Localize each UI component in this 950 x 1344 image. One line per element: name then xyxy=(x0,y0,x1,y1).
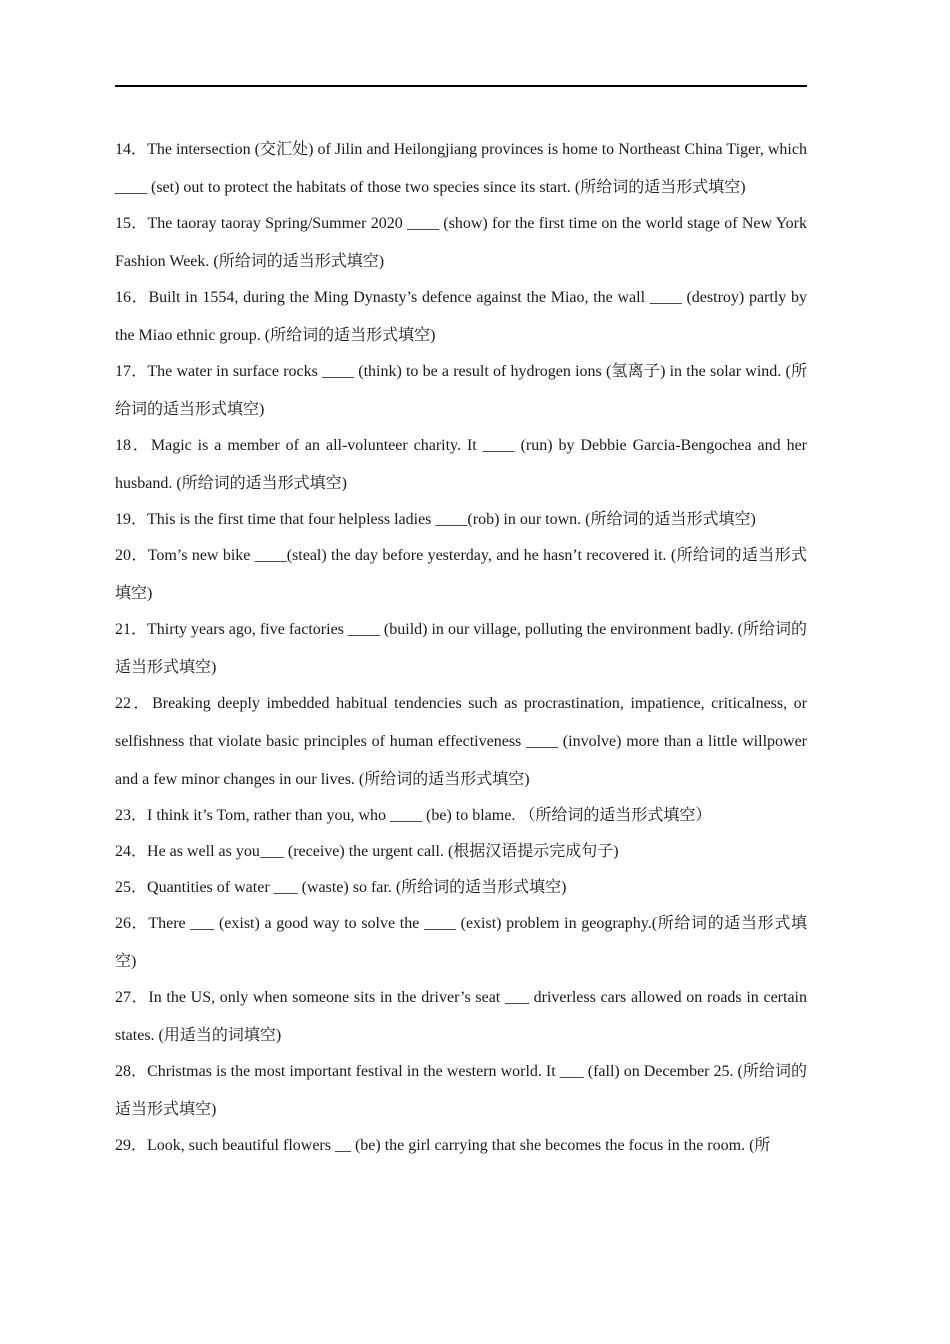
question-number: 15． xyxy=(115,215,148,232)
question-number: 29． xyxy=(115,1137,148,1154)
question-15 xyxy=(115,205,807,281)
question-text: Thirty years ago, five factories ____ (build) in our village, polluting the environment badly. (所给词的适当形式填空) xyxy=(115,621,807,676)
question-text: Magic is a member of an all-volunteer charity. It ____ (run) by Debbie Garcia-Bengochea and her husband. (所给词的适当形式填空) xyxy=(115,437,807,492)
question-number: 25． xyxy=(115,879,148,896)
question-19 xyxy=(115,501,807,539)
header-rule xyxy=(115,85,807,87)
question-17 xyxy=(115,353,807,429)
question-number: 24． xyxy=(115,843,148,860)
question-text: In the US, only when someone sits in the driver’s seat ___ driverless cars allowed on roads in certain states. (用适当的词填空) xyxy=(115,989,807,1044)
question-28 xyxy=(115,1053,807,1129)
question-text: This is the first time that four helpless ladies ____(rob) in our town. (所给词的适当形式填空) xyxy=(147,511,756,528)
question-text: The water in surface rocks ____ (think) to be a result of hydrogen ions (氢离子) in the solar wind. (所给词的适当形式填空) xyxy=(115,363,807,418)
question-number: 18． xyxy=(115,437,151,454)
question-text: Quantities of water ___ (waste) so far. (所给词的适当形式填空) xyxy=(147,879,567,896)
question-24 xyxy=(115,833,807,871)
question-number: 14． xyxy=(115,141,148,158)
question-text: Breaking deeply imbedded habitual tendencies such as procrastination, impatience, criticalness, or selfishness that violate basic principles of human effectiveness ____ (involve) more than a little willpower and a few minor changes in our lives. (所给词的适当形式填空) xyxy=(115,695,807,788)
question-29 xyxy=(115,1127,807,1165)
question-text: I think it’s Tom, rather than you, who ____ (be) to blame. （所给词的适当形式填空） xyxy=(147,807,712,824)
question-22 xyxy=(115,685,807,799)
question-text: Tom’s new bike ____(steal) the day before yesterday, and he hasn’t recovered it. (所给词的适当形式填空) xyxy=(115,547,807,602)
question-25 xyxy=(115,869,807,907)
question-26 xyxy=(115,905,807,981)
question-18 xyxy=(115,427,807,503)
question-number: 22． xyxy=(115,695,153,712)
question-21 xyxy=(115,611,807,687)
question-text: Christmas is the most important festival in the western world. It ___ (fall) on December 25. (所给词的适当形式填空) xyxy=(115,1063,807,1118)
question-27 xyxy=(115,979,807,1055)
question-text: Built in 1554, during the Ming Dynasty’s defence against the Miao, the wall ____ (destroy) partly by the Miao ethnic group. (所给词的适当形式填空) xyxy=(115,289,807,344)
question-number: 19． xyxy=(115,511,148,528)
question-23 xyxy=(115,797,807,835)
question-14 xyxy=(115,131,807,207)
question-list xyxy=(115,131,807,1163)
question-20 xyxy=(115,537,807,613)
question-text: The intersection (交汇处) of Jilin and Heilongjiang provinces is home to Northeast China Tiger, which ____ (set) out to protect the habitats of those two species since its start. (所给词的适当形式填空) xyxy=(115,141,807,196)
question-number: 16． xyxy=(115,289,149,306)
question-text: The taoray taoray Spring/Summer 2020 ____ (show) for the first time on the world stage of New York Fashion Week. (所给词的适当形式填空) xyxy=(115,215,807,270)
question-text: There ___ (exist) a good way to solve the ____ (exist) problem in geography.(所给词的适当形式填空) xyxy=(115,915,807,970)
question-number: 17． xyxy=(115,363,148,380)
question-text: He as well as you___ (receive) the urgent call. (根据汉语提示完成句子) xyxy=(147,843,619,860)
question-number: 27． xyxy=(115,989,149,1006)
question-16 xyxy=(115,279,807,355)
question-number: 28． xyxy=(115,1063,148,1080)
question-number: 20． xyxy=(115,547,148,564)
question-number: 23． xyxy=(115,807,148,824)
question-number: 26． xyxy=(115,915,149,932)
question-text: Look, such beautiful flowers __ (be) the girl carrying that she becomes the focus in the room. (所 xyxy=(147,1137,771,1154)
question-number: 21． xyxy=(115,621,148,638)
